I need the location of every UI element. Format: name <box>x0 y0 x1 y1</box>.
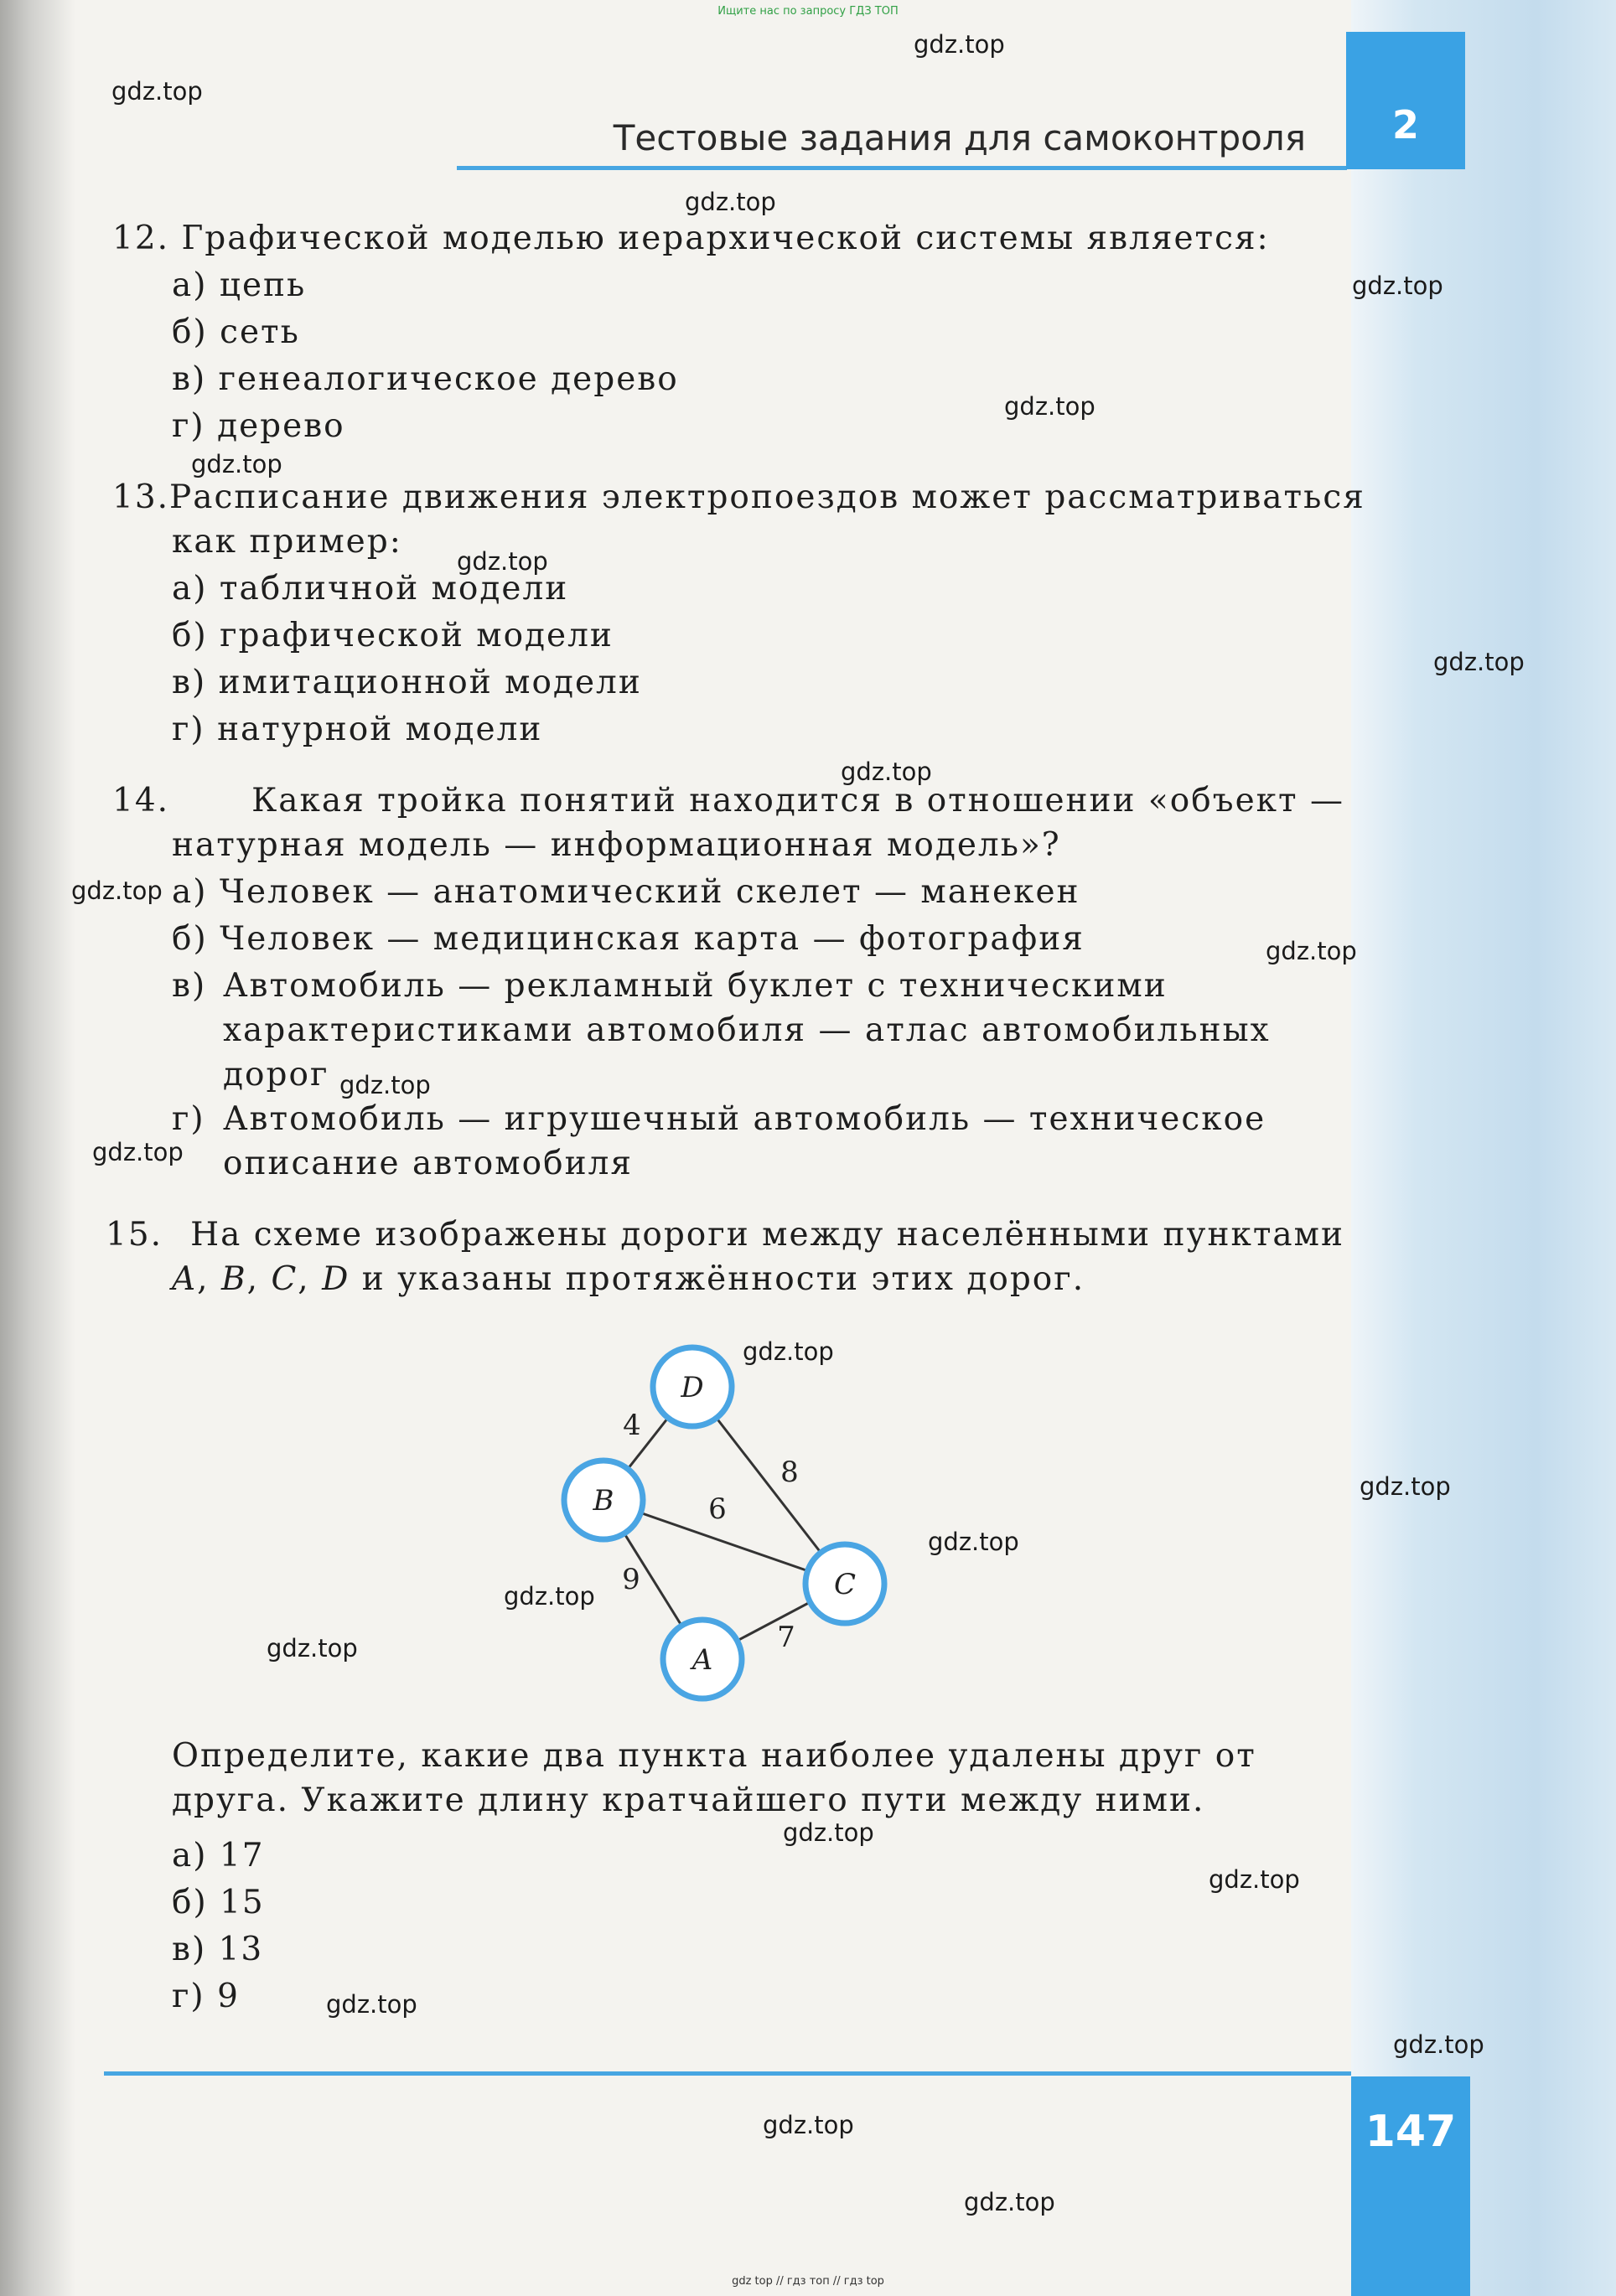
question-number: 12. <box>112 220 170 257</box>
footer-divider <box>104 2071 1351 2076</box>
option-letter: б) <box>172 617 208 654</box>
watermark: gdz.top <box>267 1634 358 1663</box>
option-text: сеть <box>220 313 300 351</box>
watermark: gdz.top <box>92 1138 184 1166</box>
option-letter: а) <box>172 873 208 911</box>
road-length-label: 9 <box>622 1563 640 1596</box>
question-15-option-b <box>172 1884 265 1921</box>
watermark: gdz.top <box>191 450 282 478</box>
bottom-notice: gdz top // гдз топ // гдз top <box>732 2275 884 2288</box>
watermark: gdz.top <box>1433 648 1525 676</box>
option-text: 13 <box>218 1931 264 1968</box>
watermark: gdz.top <box>763 2111 854 2139</box>
option-text: 15 <box>220 1884 265 1921</box>
watermark: gdz.top <box>964 2188 1055 2216</box>
option-letter: г) <box>172 407 205 445</box>
option-letter: а) <box>172 266 208 304</box>
option-text: 9 <box>217 1978 240 2015</box>
question-15-task-line-2: друга. Укажите длину кратчайшего пути между ними. <box>172 1781 1205 1819</box>
watermark: gdz.top <box>326 1990 417 2019</box>
question-text-rest: и указаны протяжённости этих дорог. <box>361 1260 1085 1298</box>
question-14-option-c-letter: в) <box>172 967 207 1005</box>
page-number: 147 <box>1365 2107 1457 2157</box>
question-number: 14. <box>112 782 170 820</box>
watermark: gdz.top <box>685 188 776 216</box>
question-14-option-c-line-2: характеристиками автомобиля — атлас автомобильных <box>223 1011 1271 1049</box>
option-text: Человек — медицинская карта — фотография <box>220 920 1085 958</box>
option-text: табличной модели <box>219 570 569 608</box>
top-notice: Ищите нас по запросу ГДЗ ТОП <box>717 5 899 18</box>
option-letter: в) <box>172 664 207 701</box>
option-letter: б) <box>172 1884 208 1921</box>
option-letter: а) <box>172 570 208 608</box>
option-text: Человек — анатомический скелет — манекен <box>219 873 1080 911</box>
question-14-option-c-line-1: Автомобиль — рекламный буклет с техническими <box>223 967 1168 1005</box>
option-letter: в) <box>172 1931 207 1968</box>
watermark: gdz.top <box>339 1071 431 1099</box>
option-letter: г) <box>172 1978 205 2015</box>
question-text: На схеме изображены дороги между населёнными пунктами <box>190 1216 1344 1254</box>
question-14-option-d-line-2: описание автомобиля <box>223 1145 633 1182</box>
watermark: gdz.top <box>1004 392 1095 421</box>
watermark: gdz.top <box>504 1582 595 1611</box>
point-b: B <box>220 1260 247 1298</box>
option-text: генеалогическое дерево <box>218 360 679 398</box>
question-14-option-d-line-1: Автомобиль — игрушечный автомобиль — техническое <box>223 1100 1266 1138</box>
watermark: gdz.top <box>1266 937 1357 965</box>
question-number: 15. <box>106 1216 163 1254</box>
question-14-prompt-line-2: натурная модель — информационная модель»? <box>172 826 1061 864</box>
question-text: Графической моделью иерархической системы является: <box>181 220 1270 257</box>
page-header-title: Тестовые задания для самоконтроля <box>613 117 1306 158</box>
question-text: Расписание движения электропоездов может рассматриваться <box>169 478 1365 516</box>
road-length-label: 7 <box>777 1621 795 1654</box>
node-label: A <box>691 1643 713 1677</box>
option-letter: б) <box>172 920 208 958</box>
option-text: дерево <box>217 407 345 445</box>
watermark: gdz.top <box>914 30 1005 59</box>
watermark: gdz.top <box>71 877 163 905</box>
watermark: gdz.top <box>457 547 548 576</box>
watermark: gdz.top <box>1393 2030 1484 2059</box>
question-15-option-d <box>172 1978 240 2015</box>
point-d: D <box>322 1260 350 1298</box>
question-14-option-c-line-3: дорог <box>223 1056 329 1094</box>
question-15-prompt-line-2: A, B, C, D и указаны протяжённости этих дорог. <box>172 1260 1085 1298</box>
option-text: 17 <box>219 1837 265 1875</box>
graph-edges <box>603 1387 845 1659</box>
watermark: gdz.top <box>1352 271 1443 300</box>
road-length-label: 8 <box>780 1456 799 1489</box>
question-text: Какая тройка понятий находится в отношении «объект — <box>251 782 1344 820</box>
node-label: D <box>681 1371 704 1404</box>
question-15-option-a <box>172 1837 265 1875</box>
question-14-option-d-letter: г) <box>172 1100 205 1138</box>
watermark: gdz.top <box>928 1528 1019 1556</box>
option-text: графической модели <box>220 617 614 654</box>
option-letter: в) <box>172 360 207 398</box>
question-number: 13. <box>112 478 170 516</box>
point-a: A <box>172 1260 198 1298</box>
question-15-option-c <box>172 1931 263 1968</box>
option-text: цепь <box>219 266 307 304</box>
watermark: gdz.top <box>783 1818 874 1847</box>
question-13-prompt-line-2: как пример: <box>172 523 402 561</box>
chapter-number: 2 <box>1391 102 1419 147</box>
watermark: gdz.top <box>1209 1865 1300 1894</box>
option-letter: а) <box>172 1837 208 1875</box>
road-length-label: 6 <box>708 1492 727 1526</box>
watermark: gdz.top <box>111 77 203 106</box>
node-label: B <box>593 1484 614 1518</box>
option-text: натурной модели <box>217 711 543 748</box>
watermark: gdz.top <box>841 758 932 786</box>
road-length-label: 4 <box>623 1409 641 1442</box>
page-number-tab <box>1351 2076 1470 2296</box>
point-c: C <box>271 1260 298 1298</box>
option-text: имитационной модели <box>218 664 642 701</box>
watermark: gdz.top <box>1360 1472 1451 1501</box>
node-label: C <box>833 1568 857 1601</box>
question-15-task-line-1: Определите, какие два пункта наиболее удалены друг от <box>172 1737 1256 1775</box>
option-letter: г) <box>172 711 205 748</box>
option-letter: б) <box>172 313 208 351</box>
watermark: gdz.top <box>743 1337 834 1366</box>
